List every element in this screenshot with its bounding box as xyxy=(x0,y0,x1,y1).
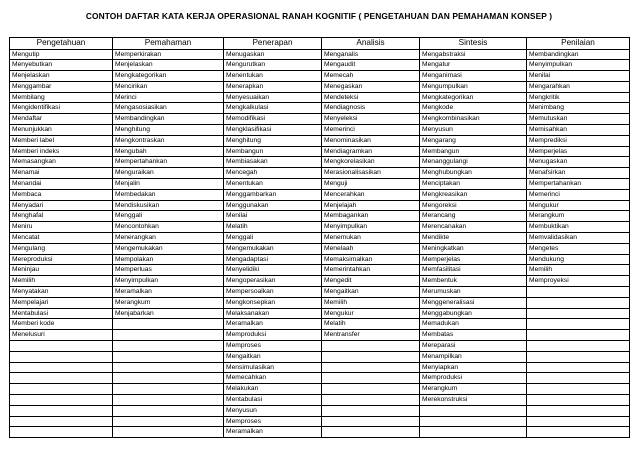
table-cell xyxy=(322,416,420,427)
table-cell xyxy=(527,287,630,298)
table-cell: Mencerahkan xyxy=(322,189,420,200)
table-cell xyxy=(420,405,527,416)
table-cell: Mencegah xyxy=(224,168,322,179)
table-cell: Menganimasi xyxy=(420,71,527,82)
table-cell xyxy=(527,330,630,341)
table-cell: Menyelidiki xyxy=(224,265,322,276)
table-cell: Mengaudit xyxy=(322,60,420,71)
table-cell: Meningkatkan xyxy=(420,243,527,254)
table-cell: Meramalkan xyxy=(224,319,322,330)
table-cell: Menyimpulkan xyxy=(527,60,630,71)
table-cell: Menunjukkan xyxy=(10,125,113,136)
table-cell xyxy=(322,362,420,373)
table-cell: Membagankan xyxy=(322,211,420,222)
table-cell: Menggambar xyxy=(10,81,113,92)
table-cell xyxy=(113,373,224,384)
table-cell: Mendikte xyxy=(420,233,527,244)
table-cell xyxy=(113,341,224,352)
table-cell: Meniru xyxy=(10,222,113,233)
table-cell: Mengumpulkan xyxy=(420,81,527,92)
table-cell xyxy=(527,319,630,330)
table-cell: Mempertahankan xyxy=(527,179,630,190)
table-cell: Menerangkan xyxy=(113,233,224,244)
table-cell: Melaksanakan xyxy=(224,308,322,319)
table-cell: Mengkategorikan xyxy=(113,71,224,82)
table-cell: Menentukan xyxy=(224,71,322,82)
table-cell: Membiasakan xyxy=(224,157,322,168)
table-cell: Menghafal xyxy=(10,211,113,222)
table-cell xyxy=(10,373,113,384)
table-cell: Menjalin xyxy=(113,179,224,190)
table-cell: Memproses xyxy=(224,341,322,352)
table-cell: Merencanakan xyxy=(420,222,527,233)
table-cell: Mengukur xyxy=(322,308,420,319)
table-cell: Memperjelas xyxy=(420,254,527,265)
table-cell: Menghitung xyxy=(113,125,224,136)
table-row xyxy=(10,308,630,319)
table-cell: Menilai xyxy=(527,71,630,82)
table-cell xyxy=(10,384,113,395)
table-cell xyxy=(527,395,630,406)
table-cell: Mengkritik xyxy=(527,92,630,103)
table-cell: Melakukan xyxy=(224,384,322,395)
table-cell xyxy=(10,405,113,416)
table-cell: Mengkreasikan xyxy=(420,189,527,200)
table-cell: Mengemukakan xyxy=(224,243,322,254)
column-header: Pengetahuan xyxy=(10,38,113,50)
table-cell: Menyusun xyxy=(420,125,527,136)
table-cell xyxy=(113,416,224,427)
table-cell xyxy=(527,362,630,373)
table-cell: Membuktikan xyxy=(527,222,630,233)
table-cell: Memecah xyxy=(322,71,420,82)
table-cell: Menggunakan xyxy=(224,200,322,211)
table-cell: Merasionalisasikan xyxy=(322,168,420,179)
table-cell: Memperkirakan xyxy=(113,49,224,60)
table-cell xyxy=(113,319,224,330)
table-cell: Memvalidasikan xyxy=(527,233,630,244)
table-cell xyxy=(10,416,113,427)
table-cell: Memasangkan xyxy=(10,157,113,168)
table-cell: Menguraikan xyxy=(113,168,224,179)
table-cell: Menggali xyxy=(224,233,322,244)
table-cell xyxy=(10,351,113,362)
table-cell xyxy=(527,351,630,362)
document-title: CONTOH DAFTAR KATA KERJA OPERASIONAL RANAH KOGNITIF ( PENGETAHUAN DAN PEMAHAMAN KONSEP ) xyxy=(85,11,553,21)
table-cell: Memerinci xyxy=(322,125,420,136)
table-cell: Mendiagramkan xyxy=(322,146,420,157)
table-cell: Memberi indeks xyxy=(10,146,113,157)
table-cell: Menyimpulkan xyxy=(322,222,420,233)
table-cell: Membandingkan xyxy=(113,114,224,125)
table-cell: Membedakan xyxy=(113,189,224,200)
table-cell: Merangkum xyxy=(113,297,224,308)
table-cell: Menjabarkan xyxy=(113,308,224,319)
table-cell: Mentabulasi xyxy=(224,395,322,406)
table-cell xyxy=(113,330,224,341)
table-cell: Merumuskan xyxy=(420,287,527,298)
table-cell: Mendiskusikan xyxy=(113,200,224,211)
table-cell: Membatas xyxy=(420,330,527,341)
table-row xyxy=(10,319,630,330)
table-cell: Menyusun xyxy=(224,405,322,416)
table-cell xyxy=(113,384,224,395)
table-cell: Mencontohkan xyxy=(113,222,224,233)
column-header: Analisis xyxy=(322,38,420,50)
table-cell: Membangun xyxy=(420,146,527,157)
column-header: Sintesis xyxy=(420,38,527,50)
table-row xyxy=(10,395,630,406)
table-cell: Memutuskan xyxy=(527,114,630,125)
table-cell: Menilai xyxy=(224,211,322,222)
table-row xyxy=(10,222,630,233)
table-cell: Menghubungkan xyxy=(420,168,527,179)
table-cell: Memberi kode xyxy=(10,319,113,330)
table-cell: Merangkum xyxy=(527,211,630,222)
table-cell: Mengkonsepkan xyxy=(224,297,322,308)
column-header: Penerapan xyxy=(224,38,322,50)
table-cell: Mengkategorikan xyxy=(420,92,527,103)
table-cell: Menciptakan xyxy=(420,179,527,190)
table-row xyxy=(10,351,630,362)
table-cell: Mengemukakan xyxy=(113,243,224,254)
table-row xyxy=(10,297,630,308)
table-row xyxy=(10,243,630,254)
table-cell: Menyimpulkan xyxy=(113,276,224,287)
table-cell xyxy=(527,416,630,427)
table-cell: Menemukan xyxy=(322,233,420,244)
table-cell: Menamai xyxy=(10,168,113,179)
table-cell: Mengoperasikan xyxy=(224,276,322,287)
table-row xyxy=(10,135,630,146)
table-cell: Mengutip xyxy=(10,49,113,60)
table-cell: Menyesuaikan xyxy=(224,92,322,103)
table-row xyxy=(10,49,630,60)
table-cell: Meramalkan xyxy=(113,287,224,298)
table-cell: Menyadari xyxy=(10,200,113,211)
table-cell: Menjelajah xyxy=(322,200,420,211)
table-cell xyxy=(527,384,630,395)
table-cell: Merinci xyxy=(113,92,224,103)
table-cell: Menghitung xyxy=(224,135,322,146)
table-cell: Menggambarkan xyxy=(224,189,322,200)
table-cell: Mengubah xyxy=(113,146,224,157)
table-cell: Menentukan xyxy=(224,179,322,190)
table-cell: Mentabulasi xyxy=(10,308,113,319)
table-row xyxy=(10,276,630,287)
table-cell: Menimbang xyxy=(527,103,630,114)
table-row xyxy=(10,384,630,395)
table-cell: Memfasilitasi xyxy=(420,265,527,276)
table-row xyxy=(10,265,630,276)
table-cell: Menelusuri xyxy=(10,330,113,341)
table-cell: Mengkalkulasi xyxy=(224,103,322,114)
table-cell: Menyebutkan xyxy=(10,60,113,71)
table-cell: Mencatat xyxy=(10,233,113,244)
table-cell: Menanggulangi xyxy=(420,157,527,168)
table-cell: Melatih xyxy=(322,319,420,330)
table-cell: Menafsirkan xyxy=(527,168,630,179)
table-cell: Mereparasi xyxy=(420,341,527,352)
table-cell: Mengulang xyxy=(10,243,113,254)
table-cell: Memproyeksi xyxy=(527,276,630,287)
table-cell xyxy=(113,395,224,406)
table-cell: Membandingkan xyxy=(527,49,630,60)
table-cell xyxy=(113,427,224,438)
table-cell: Menggeneralisasi xyxy=(420,297,527,308)
table-cell: Memerintahkan xyxy=(322,265,420,276)
table-row xyxy=(10,427,630,438)
column-header: Pemahaman xyxy=(113,38,224,50)
table-cell: Mengkombinasikan xyxy=(420,114,527,125)
table-row xyxy=(10,81,630,92)
table-cell: Mengatur xyxy=(420,60,527,71)
table-cell: Mengukur xyxy=(527,200,630,211)
table-cell: Menugaskan xyxy=(527,157,630,168)
table-cell: Menugaskan xyxy=(224,49,322,60)
table-cell xyxy=(322,351,420,362)
table-row xyxy=(10,60,630,71)
table-row xyxy=(10,416,630,427)
table-cell: Memproduksi xyxy=(224,330,322,341)
table-cell: Mempersoalkan xyxy=(224,287,322,298)
table-row xyxy=(10,189,630,200)
table-cell: Menandai xyxy=(10,179,113,190)
table-cell: Merancang xyxy=(420,211,527,222)
table-cell: Menguji xyxy=(322,179,420,190)
table-cell: Memilih xyxy=(527,265,630,276)
table-row xyxy=(10,373,630,384)
table-row xyxy=(10,405,630,416)
table-cell: Menyiapkan xyxy=(420,362,527,373)
table-cell: Mengedit xyxy=(322,276,420,287)
table-cell: Merangkum xyxy=(420,384,527,395)
table-row xyxy=(10,146,630,157)
table-header xyxy=(10,38,630,50)
table-cell: Mengoreksi xyxy=(420,200,527,211)
table-cell: Mendeteksi xyxy=(322,92,420,103)
table-row xyxy=(10,211,630,222)
table-row xyxy=(10,330,630,341)
column-header: Penilaian xyxy=(527,38,630,50)
table-cell: Mentransfer xyxy=(322,330,420,341)
table-cell: Menggabungkan xyxy=(420,308,527,319)
table-cell: Mengkode xyxy=(420,103,527,114)
table-cell: Mengklasifikasi xyxy=(224,125,322,136)
table-row xyxy=(10,341,630,352)
table-cell: Membilang xyxy=(10,92,113,103)
table-cell xyxy=(322,427,420,438)
table-cell: Menggali xyxy=(113,211,224,222)
table-cell: Meninjau xyxy=(10,265,113,276)
table-cell xyxy=(322,395,420,406)
table-cell: Memerinci xyxy=(527,189,630,200)
table-row xyxy=(10,125,630,136)
table-cell: Memprediksi xyxy=(527,135,630,146)
header-row xyxy=(10,38,630,50)
table-cell xyxy=(10,395,113,406)
table-cell: Mereproduksi xyxy=(10,254,113,265)
table-row xyxy=(10,200,630,211)
table-cell xyxy=(113,351,224,362)
table-row xyxy=(10,103,630,114)
table-cell: Menjelaskan xyxy=(113,60,224,71)
table-cell xyxy=(10,427,113,438)
table-cell: Memecahkan xyxy=(224,373,322,384)
table-cell: Mengarahkan xyxy=(527,81,630,92)
table-row xyxy=(10,92,630,103)
table-cell: Mengabstraksi xyxy=(420,49,527,60)
table-cell: Mendiagnosis xyxy=(322,103,420,114)
table-cell: Memodifikasi xyxy=(224,114,322,125)
table-cell: Memilih xyxy=(322,297,420,308)
table-cell: Mensimulasikan xyxy=(224,362,322,373)
table-cell xyxy=(527,308,630,319)
table-cell: Menelaah xyxy=(322,243,420,254)
table-cell: Memproduksi xyxy=(420,373,527,384)
table-row xyxy=(10,287,630,298)
table-cell: Menominasikan xyxy=(322,135,420,146)
table-cell: Membangun xyxy=(224,146,322,157)
table-cell xyxy=(420,416,527,427)
table-cell: Memperluas xyxy=(113,265,224,276)
table-cell xyxy=(113,362,224,373)
table-cell: Memproses xyxy=(224,416,322,427)
table-cell: Mempertahankan xyxy=(113,157,224,168)
table-cell: Membaca xyxy=(10,189,113,200)
table-cell xyxy=(527,427,630,438)
table-cell: Meramalkan xyxy=(224,427,322,438)
table-cell: Menampilkan xyxy=(420,351,527,362)
table-cell: Mempolakan xyxy=(113,254,224,265)
table-cell: Menjelaskan xyxy=(10,71,113,82)
table-cell: Mempelajari xyxy=(10,297,113,308)
table-cell: Menyatakan xyxy=(10,287,113,298)
table-cell: Mengasosiasikan xyxy=(113,103,224,114)
table-cell xyxy=(527,297,630,308)
table-row xyxy=(10,362,630,373)
table-row xyxy=(10,71,630,82)
table-cell: Merekonstruksi xyxy=(420,395,527,406)
table-cell: Menyeleksi xyxy=(322,114,420,125)
table-cell xyxy=(322,341,420,352)
table-row xyxy=(10,179,630,190)
table-cell xyxy=(113,405,224,416)
table-cell: Mengkorelasikan xyxy=(322,157,420,168)
table-cell: Membentuk xyxy=(420,276,527,287)
table-cell: Mengaitkan xyxy=(322,287,420,298)
verb-table xyxy=(9,37,630,438)
table-cell xyxy=(322,405,420,416)
table-cell: Mengurutkan xyxy=(224,60,322,71)
table-cell: Menganalis xyxy=(322,49,420,60)
table-cell: Memberi label xyxy=(10,135,113,146)
table-cell xyxy=(527,373,630,384)
table-cell: Memilih xyxy=(10,276,113,287)
table-cell: Mencirikan xyxy=(113,81,224,92)
table-cell: Memperjelas xyxy=(527,146,630,157)
table-row xyxy=(10,114,630,125)
table-cell: Mendukung xyxy=(527,254,630,265)
table-body xyxy=(10,49,630,438)
table-cell xyxy=(10,362,113,373)
table-cell xyxy=(527,341,630,352)
table-cell xyxy=(10,341,113,352)
table-row xyxy=(10,157,630,168)
table-cell: Mengkontraskan xyxy=(113,135,224,146)
table-cell: Memadukan xyxy=(420,319,527,330)
table-cell xyxy=(322,373,420,384)
table-cell: Mendaftar xyxy=(10,114,113,125)
table-cell: Melatih xyxy=(224,222,322,233)
table-cell: Menerapkan xyxy=(224,81,322,92)
table-cell: Mengaitkan xyxy=(224,351,322,362)
table-cell: Mengetes xyxy=(527,243,630,254)
table-cell xyxy=(420,427,527,438)
table-cell xyxy=(322,384,420,395)
table-cell: Mengarang xyxy=(420,135,527,146)
table-cell xyxy=(527,405,630,416)
table-cell: Mengadaptasi xyxy=(224,254,322,265)
table-cell: Menegaskan xyxy=(322,81,420,92)
table-cell: Memisahkan xyxy=(527,125,630,136)
table-cell: Mengidentifikasi xyxy=(10,103,113,114)
table-row xyxy=(10,168,630,179)
table-row xyxy=(10,254,630,265)
table-cell: Memaksimalkan xyxy=(322,254,420,265)
table-row xyxy=(10,233,630,244)
